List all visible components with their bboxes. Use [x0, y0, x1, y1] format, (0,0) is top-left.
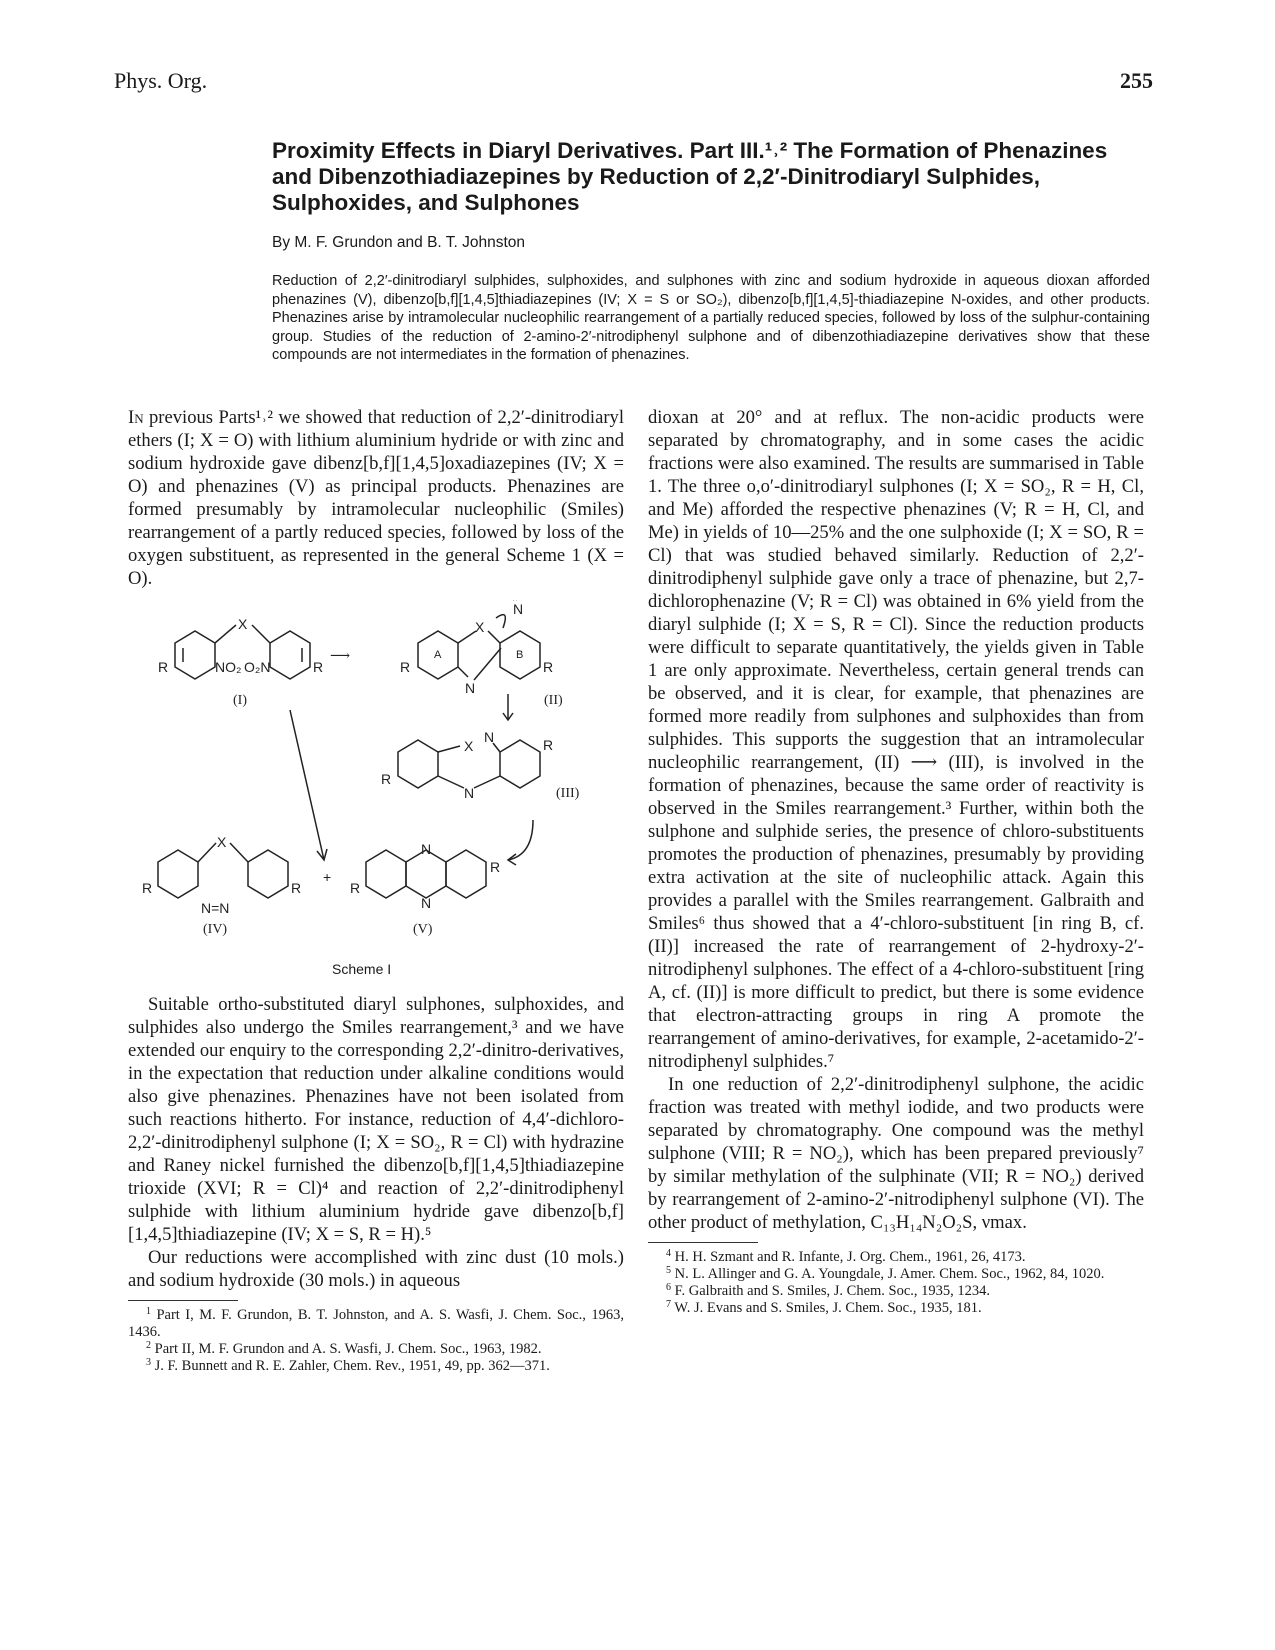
scheme-r-label: R	[490, 859, 501, 875]
footnote: $^2$ Part II, M. F. Grundon and A. S. Wasfi, J. Chem. Soc., 1963, 1982.	[146, 1340, 542, 1357]
footnote: $^5$ N. L. Allinger and G. A. Youngdale, J. Amer. Chem. Soc., 1962, 84, 1020.	[666, 1265, 1105, 1282]
scheme-r-label: R	[543, 737, 554, 753]
footnote-rule	[128, 1300, 238, 1301]
scheme-x-label: X	[464, 738, 474, 754]
compound-iv-ring-left	[158, 850, 198, 898]
scheme-r-label: R	[400, 659, 411, 675]
running-head-journal: Phys. Org.	[114, 68, 208, 93]
scheme-caption: Scheme I	[332, 961, 392, 977]
compound-iv-ring-right	[248, 850, 288, 898]
right-column	[648, 406, 1144, 1317]
left-paragraph-3: Our reductions were accomplished with zinc dust (10 mols.) and sodium hydroxide (30 mols.) in aqueous	[128, 1247, 624, 1291]
footnote: $^4$ H. H. Szmant and R. Infante, J. Org. Chem., 1961, 26, 4173.	[666, 1248, 1026, 1265]
article-authors: By M. F. Grundon and B. T. Johnston	[272, 234, 526, 251]
scheme-r-label: R	[543, 659, 554, 675]
footnote: $^7$ W. J. Evans and S. Smiles, J. Chem. Soc., 1935, 181.	[666, 1299, 982, 1316]
nitro-group-label: NO₂	[215, 659, 242, 675]
abstract: Reduction of 2,2′-dinitrodiaryl sulphides, sulphoxides, and sulphones with zinc and sodium hydroxide in aqueous dioxan afforded phenazines (V), dibenzo[b,f][1,4,5]thiadiazepines (IV; X = S or SO₂), dibenzo[b,f][1,4,5]-thiadiazepine N-oxides, and other products. Phenazines arise by intramolecular nucleophilic rearrangement of a partially reduced species, followed by loss of the sulphur-containing group. Studies of the reduction of 2-amino-2′-nitrodiphenyl sulphone and of dibenzothiadiazepine derivatives show that these compounds are not intermediates in the formation of phenazines.	[272, 273, 1150, 363]
compound-label-ii: (II)	[544, 693, 563, 708]
compound-label-i: (I)	[233, 693, 247, 708]
reaction-arrow: ⟶	[330, 649, 351, 664]
right-paragraph-2: In one reduction of 2,2′-dinitrodiphenyl sulphone, the acidic fraction was treated with methyl iodide, and two products were separated by chromatography. One compound was the methyl sulphone (VIII; R = NO₂), which has been prepared previously⁷ by similar methylation of the sulphinate (VII; R = NO₂) derived by rearrangement of 2-amino-2′-nitrodiphenyl sulphone (VI). The other product of methylation, C₁₃H₁₄N₂O₂S, νmax.	[648, 1074, 1144, 1233]
footnotes-right	[648, 1249, 1144, 1317]
scheme-r-label: R	[381, 771, 392, 787]
plus-sign: +	[323, 869, 332, 885]
drop-cap-word: In	[128, 407, 144, 428]
nitro-group-label: O₂N	[244, 659, 271, 675]
article-title: Proximity Effects in Diaryl Derivatives. Part III.¹˒² The Formation of Phenazines and Dibenzothiadiazepines by Reduction of 2,2′-Dinitrodiaryl Sulphides, Sulphoxides, and Sulphones	[272, 138, 1108, 215]
footnote: $^1$ Part I, M. F. Grundon, B. T. Johnston, and A. S. Wasfi, J. Chem. Soc., 1963, 1436.	[128, 1306, 625, 1340]
nitrogen-label: N	[465, 680, 476, 696]
footnote-rule	[648, 1242, 758, 1243]
reaction-scheme	[128, 600, 624, 985]
scheme-r-label: R	[350, 880, 361, 896]
nitrogen-label: N	[421, 895, 432, 911]
compound-i-ring-left	[175, 631, 215, 679]
scheme-x-label: X	[238, 616, 248, 632]
footnote: $^6$ F. Galbraith and S. Smiles, J. Chem. Soc., 1935, 1234.	[666, 1282, 991, 1299]
scheme-drawing	[128, 600, 624, 985]
ring-a-label: A	[434, 649, 442, 661]
compound-iii-ring-right	[500, 740, 540, 788]
compound-label-iv: (IV)	[203, 922, 228, 937]
nitrogen-label: N	[484, 729, 495, 745]
left-column	[128, 406, 624, 1375]
footnote: $^3$ J. F. Bunnett and R. E. Zahler, Chem. Rev., 1951, 49, pp. 362—371.	[146, 1357, 550, 1374]
scheme-r-label: R	[313, 659, 324, 675]
nitrogen-label: N	[464, 785, 475, 801]
azo-group-label: N=N	[201, 900, 230, 916]
page-number: 255	[1120, 68, 1153, 93]
nitrogen-label: N	[513, 601, 524, 617]
scheme-r-label: R	[142, 880, 153, 896]
scheme-x-label: X	[475, 619, 485, 635]
compound-label-v: (V)	[413, 922, 433, 937]
compound-v-ring-middle	[406, 850, 446, 898]
compound-label-iii: (III)	[556, 786, 580, 801]
left-paragraph-1	[128, 406, 624, 590]
compound-v-ring-left	[366, 850, 406, 898]
left-paragraph-2: Suitable ortho-substituted diaryl sulphones, sulphoxides, and sulphides also undergo the Smiles rearrangement,³ and we have extended our enquiry to the corresponding 2,2′-dinitro-derivatives, in the expectation that reduction under alkaline conditions would also give phenazines. Phenazines have not been isolated from such reactions hitherto. For instance, reduction of 4,4′-dichloro-2,2′-dinitrodiphenyl sulphone (I; X = SO₂, R = Cl) with hydrazine and Raney nickel furnished the dibenzo[b,f][1,4,5]thiadiazepine trioxide (XVI; R = Cl)⁴ and reaction of 2,2′-dinitrodiphenyl sulphide with lithium aluminium hydride gave dibenzo[b,f][1,4,5]thiadiazepine (IV; X = S, R = H).⁵	[128, 994, 624, 1245]
compound-iii-ring-left	[398, 740, 438, 788]
compound-v-ring-right	[446, 850, 486, 898]
right-paragraph-1: dioxan at 20° and at reflux. The non-acidic products were separated by chromatography, and in some cases the acidic fractions were also examined. The results are summarised in Table 1. The three o,o′-dinitrodiaryl sulphones (I; X = SO₂, R = H, Cl, and Me) afforded the respective phenazines (V; R = H, Cl, and Me) in yields of 10—25% and the one sulphoxide (I; X = SO, R = Cl) that was studied behaved similarly. Reduction of 2,2′-dinitrodiphenyl sulphide gave only a trace of phenazine, but 2,7-dichlorophenazine (V; R = Cl) was obtained in 6% yield from the diaryl sulphide (I; X = S, R = Cl). Since the reduction products were difficult to separate quantitatively, the yields given in Table 1 are only approximate. Nevertheless, certain general trends can be observed, and it is clear, for example, that phenazines are formed more readily from sulphones and sulphoxides than from sulphides. This supports the suggestion that an intramolecular nucleophilic rearrangement, (II) ⟶ (III), is involved in the formation of phenazines, because the same order of reactivity is observed in the Smiles rearrangement.³ Further, within both the sulphone and sulphide series, the presence of chloro-substituents promotes the production of phenazines, presumably by providing extra activation at the site of nucleophilic attack. Again this provides a parallel with the Smiles rearrangement. Galbraith and Smiles⁶ thus showed that a 4′-chloro-substituent [in ring B, cf. (II)] increased the rate of rearrangement of 2-hydroxy-2′-nitrodiphenyl sulphones. The effect of a 4-chloro-substituent [ring A, cf. (II)] is more difficult to predict, but there is some evidence that electron-attracting groups in ring A promote the rearrangement of amino-derivatives, for example, 2-acetamido-2′-nitrodiphenyl sulphides.⁷	[648, 407, 1144, 1072]
ring-b-label: B	[516, 649, 524, 661]
scheme-r-label: R	[158, 659, 169, 675]
scheme-r-label: R	[291, 880, 302, 896]
compound-i-ring-right	[270, 631, 310, 679]
left-paragraph-1-text: previous Parts¹˒² we showed that reduction of 2,2′-dinitrodiaryl ethers (I; X = O) with lithium aluminium hydride or with zinc and sodium hydroxide gave dibenz[b,f][1,4,5]oxadiazepines (IV; X = O) and phenazines (V) as principal products. Phenazines are formed presumably by intramolecular nucleophilic (Smiles) rearrangement of a partly reduced species, followed by loss of the oxygen substituent, as represented in the general Scheme 1 (X = O).	[128, 407, 624, 589]
scheme-x-label: X	[217, 834, 227, 850]
nitrogen-label: N	[421, 841, 432, 857]
footnotes-left	[128, 1307, 624, 1375]
